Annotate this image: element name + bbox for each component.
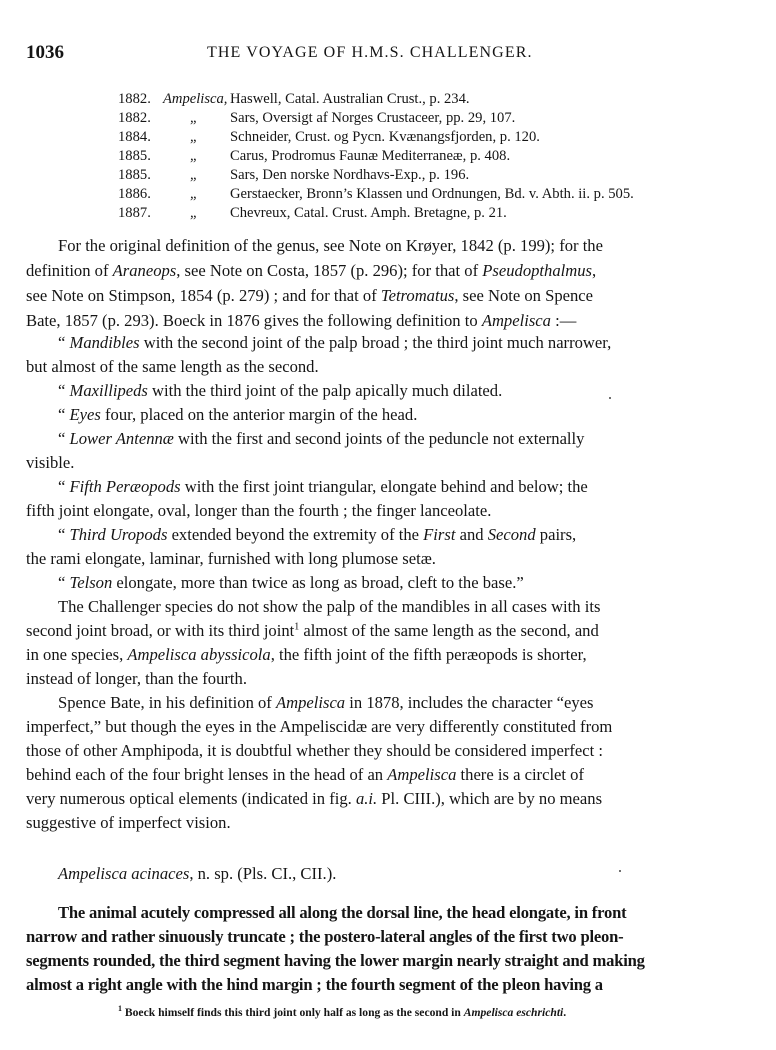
species-heading: Ampelisca acinaces, n. sp. (Pls. CI., CII.).: [58, 864, 337, 883]
definition-mandibles: “ Mandibles with the second joint of the palp broad ; the third joint much narrower,: [58, 333, 612, 352]
text-line: see Note on Stimpson, 1854 (p. 279) ; and for that of Tetromatus, see Note on Spence: [26, 286, 594, 305]
reference-ditto: „: [190, 110, 197, 126]
reference-author: Ampelisca,: [163, 91, 228, 107]
footnote-marker: 1: [294, 621, 300, 633]
text-line: almost a right angle with the hind margin ; the fourth segment of the pleon having a: [26, 975, 603, 994]
reference-ditto: „: [190, 129, 197, 145]
text-line: Bate, 1857 (p. 293). Boeck in 1876 gives the following definition to Ampelisca :—: [26, 311, 577, 330]
reference-ditto: „: [190, 186, 197, 202]
reference-year: 1882.: [118, 110, 151, 126]
reference-text: Sars, Oversigt af Norges Crustaceer, pp. 29, 107.: [230, 110, 516, 126]
text-line: in one species, Ampelisca abyssicola, the fifth joint of the fifth peræopods is shorter,: [26, 645, 587, 664]
text-line: very numerous optical elements (indicated in fig. a.i. Pl. CIII.), which are by no means: [26, 789, 603, 808]
text-line: The Challenger species do not show the palp of the mandibles in all cases with its: [58, 597, 601, 616]
reference-ditto: „: [190, 148, 197, 164]
text-line: instead of longer, than the fourth.: [26, 669, 247, 688]
reference-text: Chevreux, Catal. Crust. Amph. Bretagne, p. 21.: [230, 205, 507, 221]
speck-mark: [609, 397, 611, 399]
reference-year: 1884.: [118, 129, 151, 145]
definition-uropods: “ Third Uropods extended beyond the extremity of the First and Second pairs,: [58, 525, 577, 544]
footnote: $^1$ Boeck himself finds this third joint only half as long as the second in Ampelisca eschrichti.: [118, 1004, 567, 1019]
text-line: imperfect,” but though the eyes in the Ampeliscidæ are very differently constituted from: [26, 717, 613, 736]
text-line: Spence Bate, in his definition of Ampelisca in 1878, includes the character “eyes: [58, 693, 594, 712]
text-line: but almost of the same length as the second.: [26, 357, 319, 376]
text-line: For the original definition of the genus, see Note on Krøyer, 1842 (p. 199); for the: [58, 236, 603, 255]
definition-antennae: “ Lower Antennæ with the first and second joints of the peduncle not externally: [58, 429, 585, 448]
page-number: 1036: [26, 42, 64, 63]
text-line: second joint broad, or with its third joint$^1$ almost of the same length as the second, and: [26, 621, 599, 640]
running-title: THE VOYAGE OF H.M.S. CHALLENGER.: [207, 44, 533, 61]
text-line: suggestive of imperfect vision.: [26, 813, 231, 832]
definition-pereopods: “ Fifth Peræopods with the first joint triangular, elongate behind and below; the: [58, 477, 588, 496]
reference-text: Gerstaecker, Bronn’s Klassen und Ordnungen, Bd. v. Abth. ii. p. 505.: [230, 186, 634, 202]
text-line: visible.: [26, 453, 75, 472]
text-line: definition of Araneops, see Note on Costa, 1857 (p. 296); for that of Pseudopthalmus,: [26, 261, 597, 280]
reference-text: Sars, Den norske Nordhavs-Exp., p. 196.: [230, 167, 470, 183]
reference-year: 1885.: [118, 167, 151, 183]
reference-year: 1887.: [118, 205, 151, 221]
reference-text: Haswell, Catal. Australian Crust., p. 234.: [230, 91, 470, 107]
definition-maxillipeds: “ Maxillipeds with the third joint of the palp apically much dilated.: [58, 381, 503, 400]
reference-year: 1886.: [118, 186, 151, 202]
text-line: The animal acutely compressed all along the dorsal line, the head elongate, in front: [58, 903, 627, 922]
text-line: fifth joint elongate, oval, longer than the fourth ; the finger lanceolate.: [26, 501, 492, 520]
reference-ditto: „: [190, 205, 197, 221]
definition-eyes: “ Eyes four, placed on the anterior margin of the head.: [58, 405, 418, 424]
speck-mark: [619, 870, 621, 872]
reference-year: 1885.: [118, 148, 151, 164]
reference-text: Schneider, Crust. og Pycn. Kvænangsfjorden, p. 120.: [230, 129, 540, 145]
reference-ditto: „: [190, 167, 197, 183]
text-line: narrow and rather sinuously truncate ; the postero-lateral angles of the first two pleon-: [26, 927, 624, 946]
reference-year: 1882.: [118, 91, 151, 107]
reference-text: Carus, Prodromus Faunæ Mediterraneæ, p. 408.: [230, 148, 511, 164]
text-line: behind each of the four bright lenses in the head of an Ampelisca there is a circlet of: [26, 765, 585, 784]
text-line: the rami elongate, laminar, furnished with long plumose setæ.: [26, 549, 436, 568]
definition-telson: “ Telson elongate, more than twice as long as broad, cleft to the base.”: [58, 573, 524, 592]
text-line: those of other Amphipoda, it is doubtful whether they should be considered imperfect :: [26, 741, 603, 760]
text-line: segments rounded, the third segment having the lower margin nearly straight and making: [26, 951, 645, 970]
